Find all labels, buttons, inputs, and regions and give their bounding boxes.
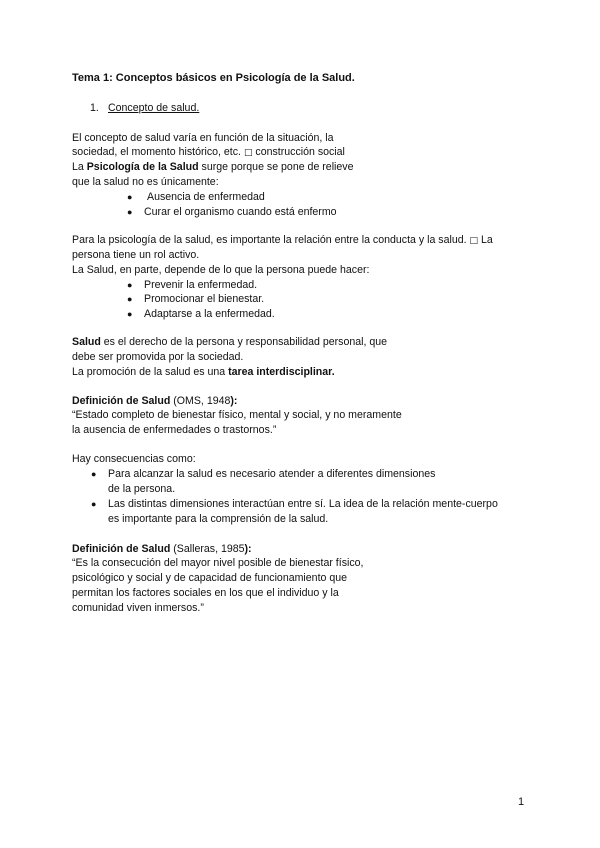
quote-line: permitan los factores sociales en los que el individuo y la — [72, 587, 339, 599]
quote-line: psicológico y social y de capacidad de funcionamiento que — [72, 572, 348, 584]
paragraph-line: La Salud, en parte, depende de lo que la persona puede hacer: — [72, 264, 370, 276]
document-title: Tema 1: Conceptos básicos en Psicología de la Salud. — [72, 72, 355, 84]
list-item: Las distintas dimensiones interactúan entre sí. La idea de la relación mente-cuerpo — [108, 498, 498, 510]
definition-source: OMS, 1948 — [176, 395, 231, 407]
bullet-icon: ● — [127, 207, 133, 217]
paragraph-line: sociedad, el momento histórico, etc. □ construcción social — [72, 146, 345, 158]
bold-term: tarea interdisciplinar. — [228, 366, 335, 378]
definition-heading: Definición de Salud (OMS, 1948): — [72, 395, 238, 407]
list-item: Curar el organismo cuando está enfermo — [144, 206, 337, 218]
bullet-icon: ● — [91, 499, 97, 509]
list-item-continuation: es importante para la comprensión de la salud. — [108, 513, 329, 525]
placeholder-glyph-icon: □ — [469, 236, 479, 246]
list-item: Promocionar el bienestar. — [144, 293, 265, 305]
paragraph-line: Salud es el derecho de la persona y responsabilidad personal, que — [72, 336, 388, 348]
paragraph-line: El concepto de salud varía en función de la situación, la — [72, 132, 334, 144]
section-heading: Concepto de salud. — [108, 102, 200, 114]
page-number: 1 — [518, 796, 525, 808]
list-item: Adaptarse a la enfermedad. — [144, 308, 275, 320]
quote-line: comunidad viven inmersos.” — [72, 602, 204, 614]
section-number: 1. — [90, 102, 99, 114]
paragraph-line: Hay consecuencias como: — [72, 453, 196, 465]
placeholder-glyph-icon: □ — [243, 148, 253, 158]
quote-line: “Estado completo de bienestar físico, mental y social, y no meramente — [72, 409, 402, 421]
paragraph-line: Para la psicología de la salud, es importante la relación entre la conducta y la salud. □ La — [72, 234, 493, 246]
bullet-icon: ● — [127, 192, 133, 202]
paragraph-line: La promoción de la salud es una tarea interdisciplinar. — [72, 366, 335, 378]
paragraph-line: debe ser promovida por la sociedad. — [72, 351, 244, 363]
list-item: Ausencia de enfermedad — [147, 191, 265, 203]
paragraph-line: La Psicología de la Salud surge porque se pone de relieve — [72, 161, 354, 173]
quote-line: “Es la consecución del mayor nivel posible de bienestar físico, — [72, 557, 364, 569]
bold-term: Psicología de la Salud — [86, 161, 199, 173]
list-item-continuation: de la persona. — [108, 483, 176, 495]
definition-source: Salleras, 1985 — [176, 543, 245, 555]
bullet-icon: ● — [127, 309, 133, 319]
bullet-icon: ● — [127, 280, 133, 290]
bold-term: Salud — [72, 336, 101, 348]
definition-heading: Definición de Salud (Salleras, 1985): — [72, 543, 252, 555]
list-item: Prevenir la enfermedad. — [144, 279, 258, 291]
list-item: Para alcanzar la salud es necesario atender a diferentes dimensiones — [108, 468, 436, 480]
quote-line: la ausencia de enfermedades o trastornos.” — [72, 424, 277, 436]
bullet-icon: ● — [91, 469, 97, 479]
bullet-icon: ● — [127, 294, 133, 304]
paragraph-line: persona tiene un rol activo. — [72, 249, 200, 261]
paragraph-line: que la salud no es únicamente: — [72, 176, 219, 188]
